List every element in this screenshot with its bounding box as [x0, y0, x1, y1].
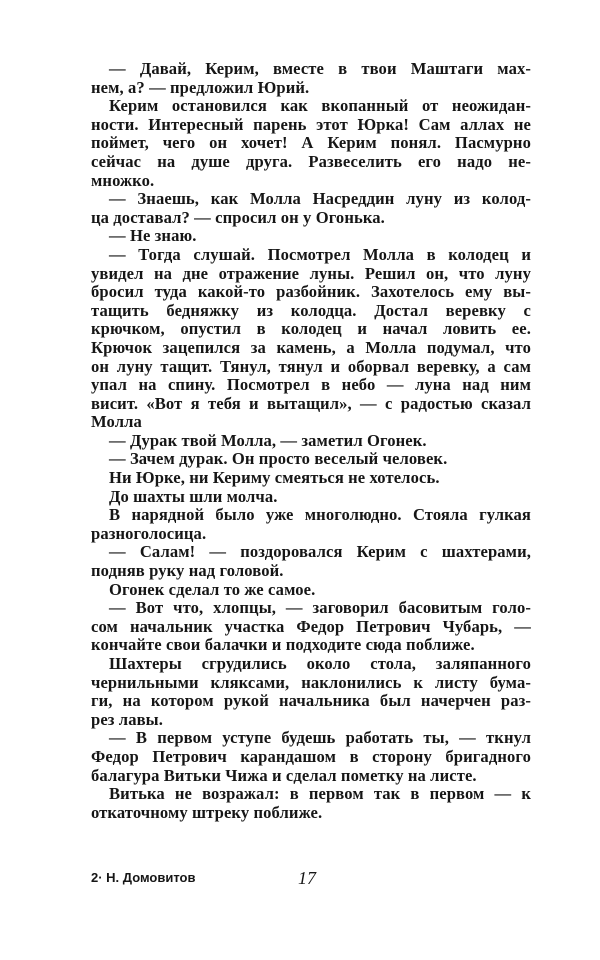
- text-line: Керим остановился как вкопанный от неожидан-: [109, 96, 531, 116]
- text-line: Огонек сделал то же самое.: [109, 579, 316, 599]
- text-line: разноголосица.: [91, 523, 207, 543]
- text-line: нем, а? — предложил Юрий.: [91, 77, 310, 97]
- text-line: тащить бедняжку из колодца. Достал веревку с: [91, 300, 531, 320]
- text-line: — Тогда слушай. Посмотрел Молла в колодец и: [109, 244, 531, 264]
- text-line: ности. Интересный парень этот Юрка! Сам аллах не: [91, 114, 531, 134]
- text-line: Молла: [91, 412, 142, 432]
- text-line: кончайте свои балачки и подходите сюда поближе.: [91, 635, 475, 655]
- text-line: — Давай, Керим, вместе в твои Маштаги мах-: [109, 59, 531, 78]
- text-line: поймет, чего он хочет! А Керим понял. Пасмурно: [91, 133, 531, 153]
- text-line: сейчас на душе друга. Развеселить его надо не-: [91, 151, 531, 171]
- page-body-text: [91, 60, 531, 822]
- text-line: он луну тащит. Тянул, тянул и оборвал веревку, а сам: [91, 356, 531, 376]
- text-line: — Дурак твой Молла, — заметил Огонек.: [109, 430, 427, 450]
- text-line: бросил туда какой-то разбойник. Захотелось ему вы-: [91, 282, 531, 302]
- text-line: ги, на котором рукой начальника был начерчен раз-: [91, 691, 531, 711]
- text-line: балагура Витьки Чижа и сделал пометку на листе.: [91, 765, 477, 785]
- text-line: Шахтеры сгрудились около стола, заляпанного: [109, 654, 531, 673]
- text-line: Витька не возражал: в первом так в первом — к: [109, 784, 531, 804]
- text-line: — Салам! — поздоровался Керим с шахтерами,: [109, 542, 531, 562]
- text-line: чернильными кляксами, наклонились к листу бума-: [91, 672, 531, 692]
- text-line: Федор Петрович карандашом в сторону бригадного: [91, 746, 531, 766]
- signature-mark: 2· Н. Домовитов: [91, 870, 196, 885]
- text-line: ца доставал? — спросил он у Огонька.: [91, 207, 385, 227]
- text-line: — Зачем дурак. Он просто веселый человек.: [109, 449, 448, 469]
- text-line: упал на спину. Посмотрел в небо — луна над ним: [91, 375, 531, 395]
- text-line: — В первом уступе будешь работать ты, — ткнул: [109, 728, 531, 748]
- text-line: В нарядной было уже многолюдно. Стояла гулкая: [109, 505, 531, 525]
- text-line: — Не знаю.: [109, 226, 197, 246]
- text-line: — Знаешь, как Молла Насреддин луну из колод-: [109, 189, 531, 209]
- text-line: До шахты шли молча.: [109, 486, 278, 506]
- text-line: висит. «Вот я тебя и вытащил», — с радостью сказал: [91, 393, 531, 413]
- text-line: откаточному штреку поближе.: [91, 802, 323, 822]
- page-footer: [91, 868, 531, 890]
- text-line: — Вот что, хлопцы, — заговорил басовитым голо-: [109, 598, 531, 618]
- text-line: крючком, опустил в колодец и начал ловить ее.: [91, 319, 531, 339]
- text-line: подняв руку над головой.: [91, 561, 284, 581]
- text-line: сом начальник участка Федор Петрович Чубарь, —: [91, 616, 531, 636]
- text-line: увидел на дне отражение луны. Решил он, что луну: [91, 263, 531, 283]
- text-line: рез лавы.: [91, 709, 163, 729]
- text-line: множко.: [91, 170, 155, 190]
- text-line: Крючок зацепился за камень, а Молла подумал, что: [91, 337, 531, 357]
- text-line: Ни Юрке, ни Кериму смеяться не хотелось.: [109, 468, 440, 488]
- page-number: 17: [298, 868, 316, 888]
